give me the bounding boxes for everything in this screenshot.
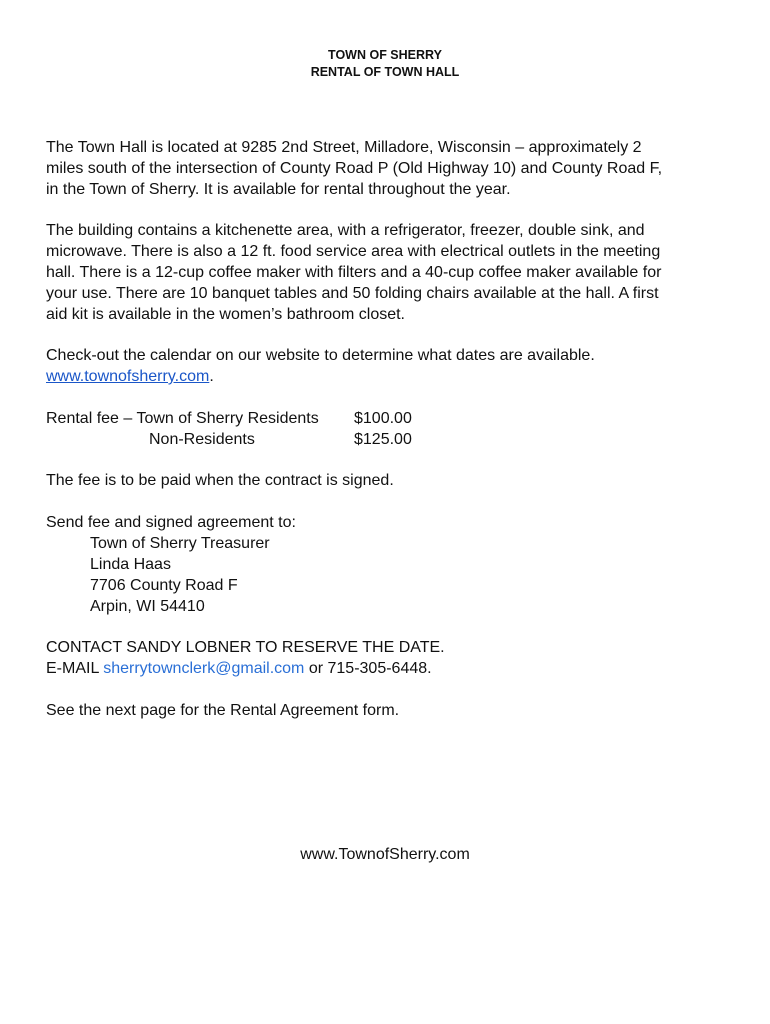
- address-line: 7706 County Road F: [90, 577, 238, 594]
- fee-label-residents: Rental fee – Town of Sherry Residents: [46, 410, 319, 427]
- fee-label-nonresidents: Non-Residents: [149, 431, 255, 448]
- title-line-1: TOWN OF SHERRY: [328, 48, 442, 62]
- amenities-line: your use. There are 10 banquet tables and 50 folding chairs available at the hall. A first: [46, 285, 659, 302]
- website-line: [46, 366, 736, 387]
- location-line: The Town Hall is located at 9285 2nd Street, Milladore, Wisconsin – approximately 2: [46, 139, 642, 156]
- see-next-text: See the next page for the Rental Agreement form.: [46, 702, 400, 719]
- amenities-line: The building contains a kitchenette area, with a refrigerator, freezer, double sink, and: [46, 222, 645, 239]
- amenities-line: hall. There is a 12-cup coffee maker with filters and a 40-cup coffee maker available for: [46, 264, 662, 281]
- email-link[interactable]: sherrytownclerk@gmail.com: [103, 660, 305, 677]
- website-trailing: .: [209, 368, 214, 385]
- fee-amount-residents: $100.00: [354, 410, 412, 427]
- calendar-line: Check-out the calendar on our website to determine what dates are available.: [46, 347, 595, 364]
- contact-email-line: [46, 658, 736, 679]
- contact-reserve-line: CONTACT SANDY LOBNER TO RESERVE THE DATE.: [46, 639, 445, 656]
- amenities-line: aid kit is available in the women’s bathroom closet.: [46, 306, 405, 323]
- payment-note-text: The fee is to be paid when the contract is signed.: [46, 472, 394, 489]
- address-line: Town of Sherry Treasurer: [90, 535, 270, 552]
- amenities-paragraph: [46, 220, 736, 325]
- amenities-line: microwave. There is also a 12 ft. food service area with electrical outlets in the meeting: [46, 243, 661, 260]
- fee-amount-nonresidents: $125.00: [354, 431, 412, 448]
- fee-row-nonresidents: [46, 429, 736, 450]
- location-line: miles south of the intersection of County Road P (Old Highway 10) and County Road F,: [46, 160, 663, 177]
- address-line: Arpin, WI 54410: [90, 598, 205, 615]
- title-line-2: RENTAL OF TOWN HALL: [310, 65, 460, 79]
- calendar-paragraph: [46, 345, 736, 387]
- mailing-section: [46, 512, 736, 617]
- rental-fees: [46, 408, 736, 450]
- address-line: Linda Haas: [90, 556, 171, 573]
- phone-suffix: or 715-305-6448.: [304, 660, 432, 677]
- email-prefix: E-MAIL: [46, 660, 104, 677]
- payment-note: [46, 470, 736, 491]
- fee-row-residents: [46, 408, 736, 429]
- website-link[interactable]: www.townofsherry.com: [46, 368, 210, 385]
- see-next-note: [46, 700, 736, 721]
- mailing-intro: Send fee and signed agreement to:: [46, 514, 296, 531]
- footer-website: www.TownofSherry.com: [300, 846, 470, 863]
- location-paragraph: [46, 137, 736, 200]
- contact-section: [46, 637, 736, 679]
- document-title: [0, 47, 770, 81]
- location-line: in the Town of Sherry. It is available for rental throughout the year.: [46, 181, 511, 198]
